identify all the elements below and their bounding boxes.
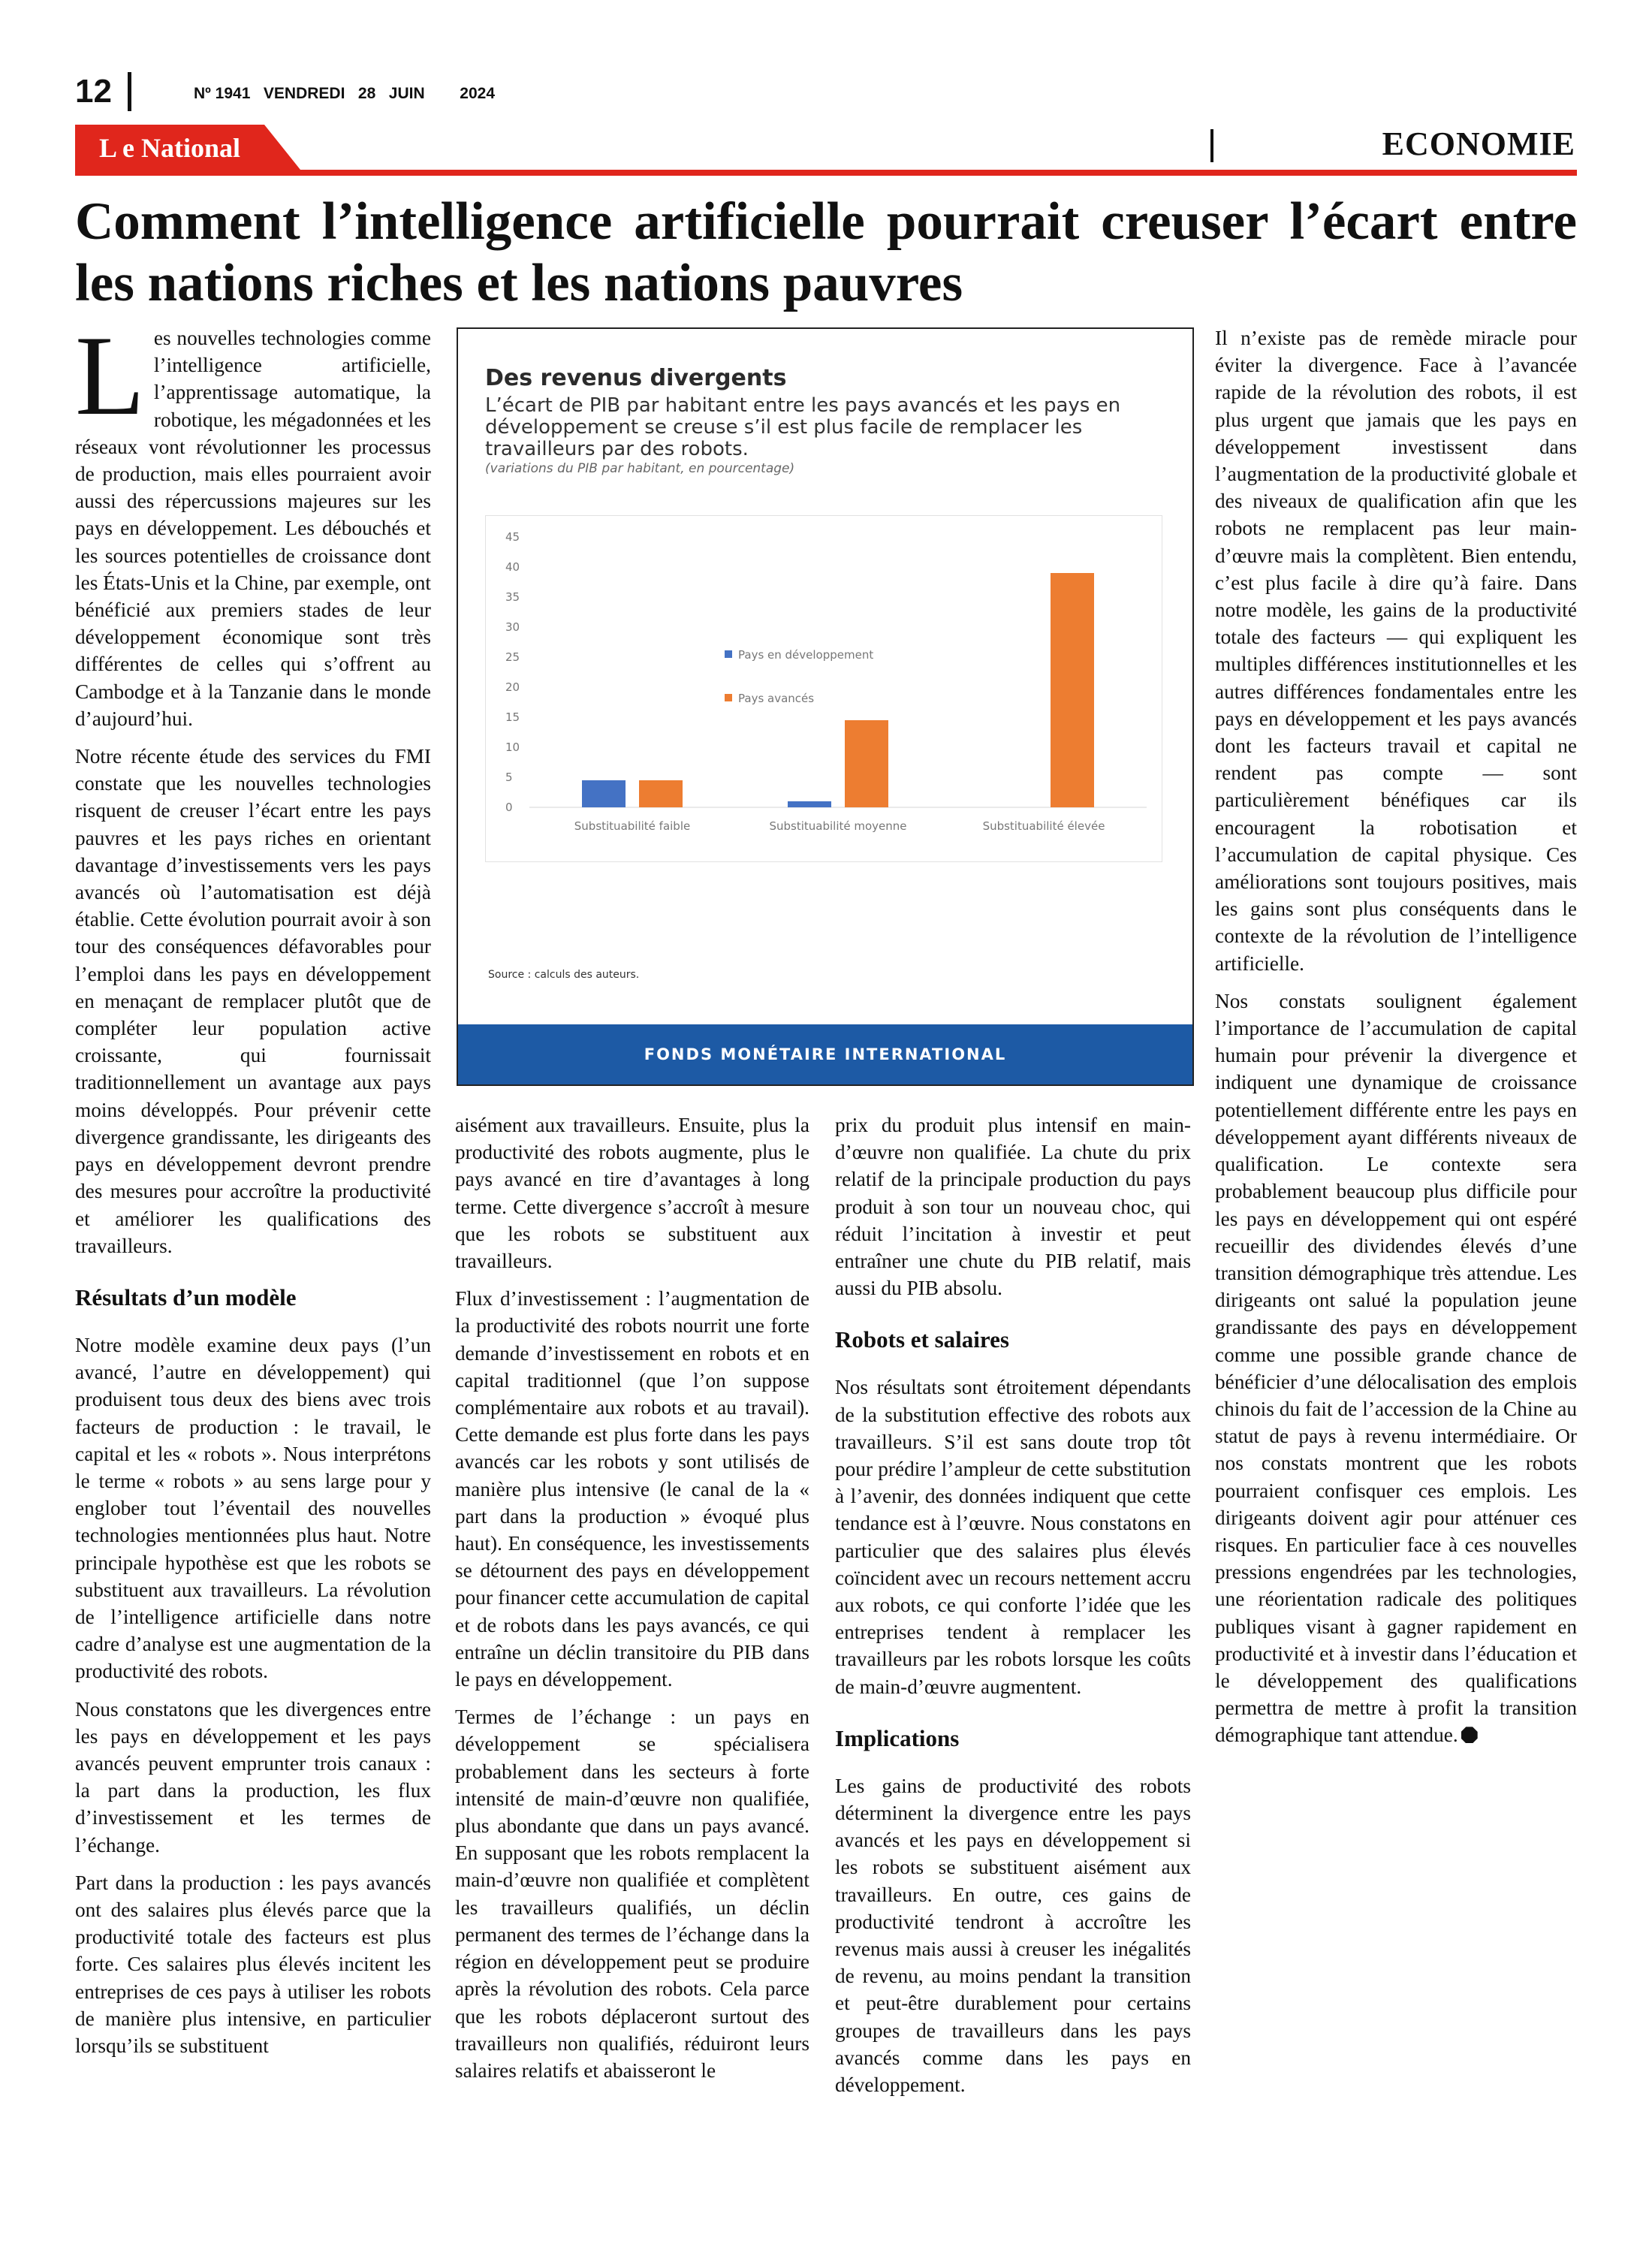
article-paragraph: Les gains de productivité des robots déterminent la divergence entre les pays avancés et les pays en développement si les robots se substituent aisément aux travailleurs. En outre, ces gains de productivité tendront à accroître les revenus mais aussi à creuser les inégalités de revenu, au moins pendant la transition et peut-être durablement pour certains groupes de travailleurs dans les pays avancés comme dans les pays en développement. xyxy=(835,1774,1191,2097)
page-number-divider xyxy=(128,72,131,111)
end-of-article-icon xyxy=(1461,1727,1478,1743)
article-column-1 xyxy=(75,312,431,2070)
chart-source: Source : calculs des auteurs. xyxy=(488,969,640,981)
chart-figure xyxy=(457,327,1194,1086)
article-paragraph: Termes de l’échange : un pays en développement se spécialisera probablement dans les secteurs à forte intensité de main-d’œuvre non qualifiée, plus abondante que dans un pays avancé. En supposant que les robots remplacent la main-d’œuvre non qualifiée et complètent les travailleurs qualifiés, un déclin permanent des termes de l’échange dans la région en développement peut se produire après la révolution des robots. Cela parce que les robots déplaceront surtout des travailleurs non qualifiés, réduiront leurs salaires relatifs et abaisseront le xyxy=(455,1706,809,2082)
section-heading: Robots et salaires xyxy=(835,1326,1009,1353)
y-tick-label: 45 xyxy=(505,530,520,544)
bar-advanced xyxy=(1051,573,1094,807)
section-label: ECONOMIE xyxy=(1382,125,1575,162)
masthead-title: L e National xyxy=(99,133,241,163)
legend-swatch xyxy=(725,694,732,701)
chart-subtitle: L’écart de PIB par habitant entre les pays avancés et les pays en développement se creuse s’il est plus facile de remplacer les travailleurs par des robots. xyxy=(485,394,1121,460)
article-paragraph: Part dans la production : les pays avancés ont des salaires plus élevés parce que la productivité totale des facteurs est plus forte. Ces salaires plus élevés incitent les entreprises de ces pays à utiliser les robots de manière plus intensive, en particulier lorsqu’ils se substituent xyxy=(75,1871,431,2057)
chart-units-note: (variations du PIB par habitant, en pourcentage) xyxy=(485,461,795,476)
y-tick-label: 40 xyxy=(505,560,520,574)
bar-advanced xyxy=(639,780,683,807)
article-paragraph: Notre récente étude des services du FMI constate que les nouvelles technologies risquent de creuser l’écart entre les pays pauvres et les pays riches en orientant davantage d’investissements vers les pays avancés où l’automatisation est déjà établie. Cette évolution pourrait avoir à son tour des conséquences défavorables pour l’emploi dans les pays en développement en menaçant de remplacer plutôt que de compléter leur population active croissante, qui fournissait traditionnellement un avantage aux pays moins développés. Pour prévenir cette divergence grandissante, les dirigeants des pays en développement devront prendre des mesures pour accroître la productivité et améliorer les qualifications des travailleurs. xyxy=(75,745,431,1257)
legend-swatch xyxy=(725,650,732,658)
y-tick-label: 30 xyxy=(505,620,520,634)
bar-developing xyxy=(582,780,626,807)
y-tick-label: 35 xyxy=(505,590,520,604)
article-paragraph: aisément aux travailleurs. Ensuite, plus la productivité des robots augmente, plus le pays avancé en tire d’avantages à long terme. Cette divergence s’accroît à mesure que les robots se substituent aux travailleurs. xyxy=(455,1114,809,1273)
legend-label: Pays avancés xyxy=(738,692,815,705)
paragraph-text: es nouvelles technologies comme l’intelligence artificielle, l’apprentissage automatique, la robotique, les mégadonnées et les réseaux vont révolutionner les processus de production, mais elles pourraient avoir aussi des répercussions majeures sur les pays en développement. Les débouchés et les sources potentielles de croissance dont les États-Unis et la Chine, par exemple, ont bénéficié aux premiers stades de leur développement économique sont très différentes de celles qui s’offrent au Cambodge et à la Tanzanie dans le monde d’aujourd’hui. xyxy=(75,327,431,730)
article-paragraph xyxy=(75,312,431,732)
article-column-4 xyxy=(1215,324,1577,1760)
x-category-label: Substituabilité moyenne xyxy=(769,819,907,833)
article-headline: Comment l’intelligence artificielle pourrait creuser l’écart entre les nations riches et les nations pauvres xyxy=(75,192,1577,312)
section-heading: Implications xyxy=(835,1724,960,1751)
y-tick-label: 25 xyxy=(505,650,520,664)
legend-label: Pays en développement xyxy=(738,648,874,662)
issue-date-line: Nº 1941 VENDREDI 28 JUIN 2024 xyxy=(194,85,496,102)
y-tick-label: 10 xyxy=(505,740,520,754)
bar-chart-svg xyxy=(486,516,1162,861)
article-column-2 xyxy=(455,1111,809,2095)
chart-title: Des revenus divergents xyxy=(485,365,787,391)
bar-developing xyxy=(788,801,831,807)
article-paragraph xyxy=(1215,988,1577,1749)
section-heading: Résultats d’un modèle xyxy=(75,1283,297,1310)
article-column-3 xyxy=(835,1111,1191,2109)
chart-footer-banner: FONDS MONÉTAIRE INTERNATIONAL xyxy=(458,1024,1192,1084)
x-category-label: Substituabilité faible xyxy=(574,819,691,833)
y-tick-label: 0 xyxy=(505,801,513,814)
plot-area xyxy=(485,515,1162,862)
y-tick-label: 15 xyxy=(505,710,520,724)
article-paragraph: Nous constatons que les divergences entre les pays en développement et les pays avancés peuvent emprunter trois canaux : la part dans la production, les flux d’investissement et les termes de l’échange. xyxy=(75,1697,431,1856)
article-paragraph: Il n’existe pas de remède miracle pour éviter la divergence. Face à l’avancée rapide de la révolution des robots, il est plus urgent que jamais que les pays en développement investissent dans l’augmentation de la productivité globale et des niveaux de qualification afin que les robots ne remplacent pas leur main-d’œuvre mais la complètent. Bien entendu, c’est plus facile à dire qu’à faire. Dans notre modèle, les gains de la productivité totale des facteurs — qui expliquent les multiples différences institutionnelles et les autres différences fondamentales entre les pays en développement et les pays avancés dont les facteurs travail et capital ne rendent pas compte — sont particulièrement bénéfiques car ils encouragent la robotisation et l’accumulation de capital physique. Ces améliorations sont toujours positives, mais les gains sont plus conséquents dans le contexte de la révolution de l’intelligence artificielle. xyxy=(1215,327,1577,975)
y-tick-label: 5 xyxy=(505,771,513,784)
x-category-label: Substituabilité élevée xyxy=(982,819,1105,833)
article-paragraph: prix du produit plus intensif en main-d’œuvre non qualifiée. La chute du prix relatif de la principale production du pays produit à son tour un nouveau choc, qui réduit l’incitation à investir et peut entraîner une chute du PIB relatif, mais aussi du PIB absolu. xyxy=(835,1114,1191,1300)
y-tick-label: 20 xyxy=(505,680,520,694)
paragraph-text: Nos constats soulignent également l’importance de l’accumulation de capital humain pour prévenir la divergence et indiquent une dynamique de croissance potentiellement différente entre les pays en développement ayant différents niveaux de qualification. Le contexte sera probablement beaucoup plus difficile pour les pays en développement qui ont espéré recueillir des dividendes élevés d’une transition démographique très attendue. Les dirigeants ont salué la population jeune grandissante des pays en développement comme une possible grande chance de bénéficier d’une délocalisation des emplois chinois du fait de l’accession de la Chine au statut de pays à revenu intermédiaire. Or nos constats montrent que les robots pourraient confisquer ces emplois. Les dirigeants doivent agir pour atténuer ces risques. En particulier face à ces nouvelles pressions engendrées par les technologies, une réorientation radicale des politiques publiques visant à gagner rapidement en productivité et à investir dans l’éducation et le développement des qualifications permettra de mettre à profit la transition démographique tant attendue. xyxy=(1215,989,1577,1747)
page-number: 12 xyxy=(75,73,112,110)
bar-advanced xyxy=(845,720,888,807)
article-paragraph: Notre modèle examine deux pays (l’un avancé, l’autre en développement) qui produisent tous deux des biens avec trois facteurs de production : le travail, le capital et les « robots ». Nous interprétons le terme « robots » au sens large pour y englober tout l’éventail des nouvelles technologies mentionnées plus haut. Notre principale hypothèse est que les robots se substituent aux travailleurs. La révolution de l’intelligence artificielle dans notre cadre d’analyse est une augmentation de la productivité des robots. xyxy=(75,1333,431,1683)
section-divider xyxy=(1210,129,1213,162)
header-rule xyxy=(75,170,1577,176)
article-paragraph: Flux d’investissement : l’augmentation de la productivité des robots nourrit une forte demande d’investissement en robots et en capital traditionnel (que l’on suppose complémentaire aux robots et au travail). Cette demande est plus forte dans les pays avancés car les robots y sont utilisés de manière plus intensive (le canal de la « part dans la production » évoqué plus haut). En conséquence, les investissements se détournent des pays en développement pour financer cette accumulation de capital et de robots dans les pays avancés, ce qui entraîne un déclin transitoire du PIB dans le pays en développement. xyxy=(455,1287,809,1691)
drop-cap: L xyxy=(75,312,145,439)
article-paragraph: Nos résultats sont étroitement dépendants de la substitution effective des robots aux travailleurs. S’il est sans doute trop tôt pour prédire l’ampleur de cette substitution à l’avenir, des données indiquent que cette tendance est à l’œuvre. Nous constatons en particulier que des salaires plus élevés coïncident avec un recours nettement accru aux robots, ce qui conforte l’idée que les entreprises tendent à remplacer les travailleurs par les robots lorsque les coûts de main-d’œuvre augmentent. xyxy=(835,1376,1191,1698)
